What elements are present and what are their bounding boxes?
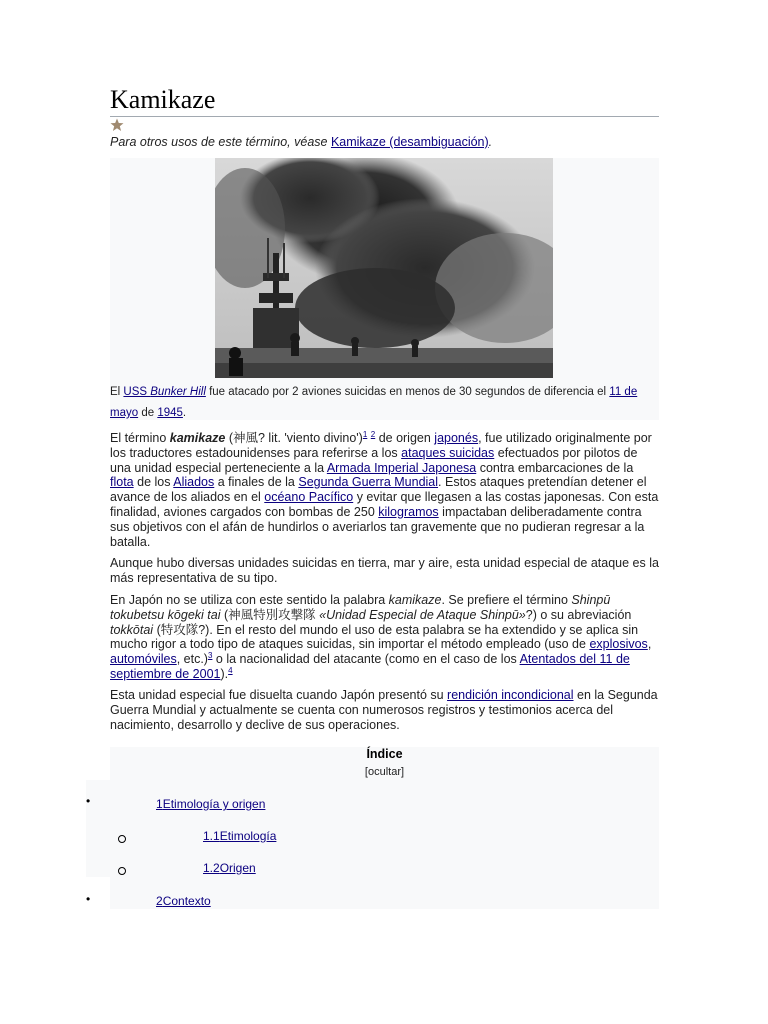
toc-item-contexto[interactable]: 2Contexto [156, 894, 211, 908]
oceano-pacifico-link[interactable]: océano Pacífico [264, 490, 354, 505]
toc-item-etimologia-origen[interactable]: 1Etimología y origen [156, 797, 266, 811]
atentados-11s-link[interactable]: Atentados del 11 de septiembre de 2001 [110, 652, 630, 681]
ref-4[interactable]: 4 [228, 665, 233, 675]
toc-title: Índice [366, 747, 403, 761]
figure-box [110, 158, 659, 420]
year-link[interactable]: 1945 [157, 407, 183, 419]
ref-1[interactable]: 1 [362, 429, 368, 439]
explosivos-link[interactable]: explosivos [589, 637, 648, 652]
ref-2[interactable]: 2 [370, 429, 376, 439]
paragraph-3: En Japón no se utiliza con este sentido la palabra kamikaze. Se prefiere el término Shinpū tokubetsu kōgeki tai (神風特別攻撃隊 «Unidad Especial de Ataque Shinpū»?) o su abreviación tokkōtai (特攻隊?). En el resto del mundo el uso de esta palabra se ha extendido y se aplica sin mucho rigor a todo tipo de ataques suicidas, sin importar el método empleado (uso de explosivos, automóviles, etc.)$^3$ o la nacionalidad del atacante (como en el caso de los Atentados del 11 de septiembre de 2001).$^4$ [110, 593, 652, 681]
segunda-guerra-link[interactable]: Segunda Guerra Mundial [298, 475, 439, 490]
toc-item-origen[interactable]: 1.2Origen [203, 861, 256, 875]
star-icon[interactable] [110, 118, 124, 132]
japones-link[interactable]: japonés [434, 431, 479, 445]
hatnote: Para otros usos de este término, véase Kamikaze (desambiguación). [110, 135, 493, 149]
uss-bunker-hill-link[interactable]: USS Bunker Hill [123, 386, 206, 398]
paragraph-2: Aunque hubo diversas unidades suicidas en tierra, mar y aire, esta unidad especial de ataque es la más representativa de su tipo. [110, 556, 659, 585]
flota-link[interactable]: flota [110, 475, 134, 490]
automoviles-link[interactable]: automóviles [110, 652, 177, 667]
ataques-suicidas-link[interactable]: ataques suicidas [401, 445, 495, 460]
toc-subbullet [118, 835, 126, 843]
kilogramos-link[interactable]: kilogramos [378, 504, 439, 519]
table-of-contents [110, 747, 659, 909]
toc-item-etimologia[interactable]: 1.1Etimología [203, 829, 277, 843]
armada-imperial-link[interactable]: Armada Imperial Japonesa [326, 460, 477, 475]
date-link[interactable]: 11 de mayo [110, 386, 638, 419]
uss-bunker-hill-photo[interactable] [215, 158, 553, 378]
disambiguation-link[interactable]: Kamikaze (desambiguación) [330, 135, 489, 149]
page-title: Kamikaze [110, 85, 216, 114]
toc-bullet: • [86, 892, 91, 906]
aliados-link[interactable]: Aliados [173, 475, 215, 490]
intro-paragraph: El término kamikaze (神風? lit. 'viento divino')$^1$ $^2$ de origen japonés, fue utilizado originalmente por los traductores estadounidenses para referirse a los ataques suicidas efectuados por pilotos de una unidad especial perteneciente a la Armada Imperial Japonesa contra embarcaciones de la flota de los Aliados a finales de la Segunda Guerra Mundial. Estos ataques pretendían detener el avance de los aliados en el océano Pacífico y evitar que llegasen a las costas japonesas. Con esta finalidad, aviones cargados con bombas de 250 kilogramos impactaban deliberadamente contra sus objetivos con el afán de hundirlos o averiarlos tan gravemente que no pudieran regresar a la batalla. [110, 429, 659, 549]
rendicion-link[interactable]: rendición incondicional [447, 688, 574, 702]
ref-3[interactable]: 3 [207, 651, 213, 661]
toc-subbullet [118, 867, 126, 875]
toc-bullet: • [86, 794, 91, 808]
figure-caption: El USS Bunker Hill fue atacado por 2 aviones suicidas en menos de 30 segundos de diferencia el 11 de mayo de 1945. [110, 386, 638, 419]
paragraph-4: Esta unidad especial fue disuelta cuando Japón presentó su rendición incondicional en la Segunda Guerra Mundial y actualmente se cuenta con numerosos registros y testimonios acerca del nacimiento, desarrollo y declive de sus operaciones. [110, 688, 658, 732]
title-divider [110, 116, 659, 117]
toc-toggle[interactable]: [ocultar] [364, 766, 405, 778]
